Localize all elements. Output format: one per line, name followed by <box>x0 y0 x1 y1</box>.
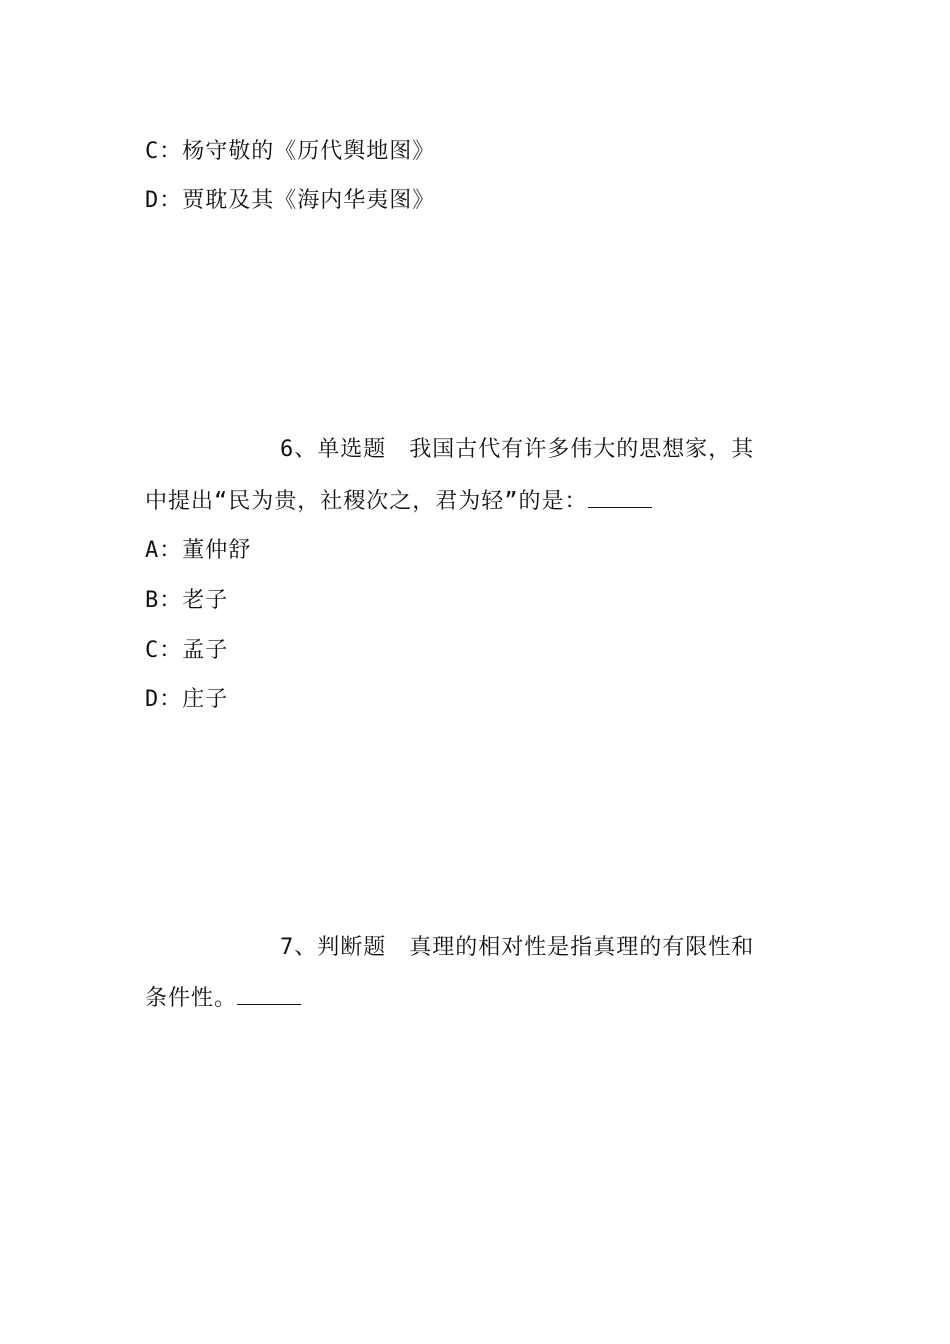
q6-option-b: B：老子 <box>145 588 229 613</box>
q6-option-a: A：董仲舒 <box>145 538 252 563</box>
q6-stem-line2-wrap <box>145 488 652 516</box>
q7-stem-line2-wrap <box>145 985 301 1013</box>
q6-stem-line2: 中提出“民为贵，社稷次之，君为轻”的是： <box>145 489 588 514</box>
prev-option-d: D：贾耽及其《海内华夷图》 <box>145 188 436 213</box>
q6-option-d: D：庄子 <box>145 687 229 712</box>
q6-answer-blank <box>588 491 652 508</box>
prev-option-c: C：杨守敬的《历代舆地图》 <box>145 139 436 164</box>
q6-stem-line1: 6、单选题 我国古代有许多伟大的思想家，其 <box>280 437 755 462</box>
q7-answer-blank <box>237 988 301 1005</box>
q7-stem-line2: 条件性。 <box>145 986 238 1011</box>
q7-stem-line1: 7、判断题 真理的相对性是指真理的有限性和 <box>280 935 755 960</box>
q6-option-c: C：孟子 <box>145 638 229 663</box>
